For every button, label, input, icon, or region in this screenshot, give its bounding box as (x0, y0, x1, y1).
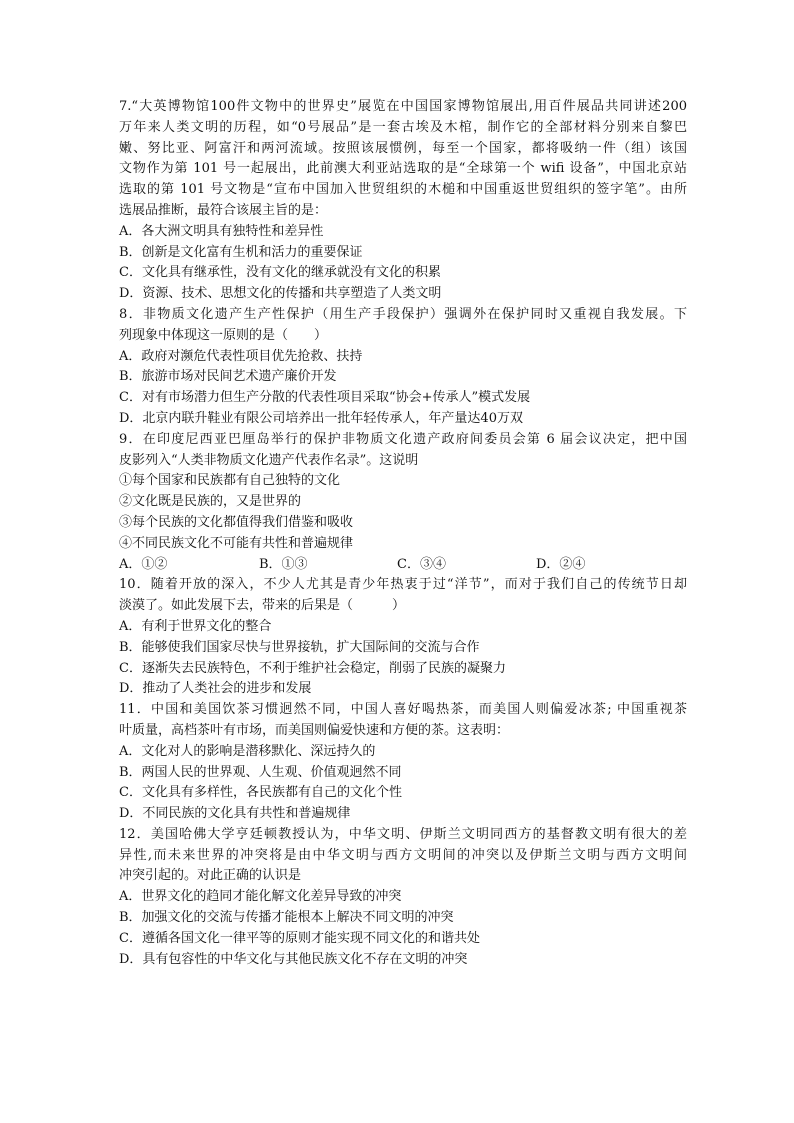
question-7-option-d: D．资源、技术、思想文化的传播和共享塑造了人类文明 (119, 286, 442, 302)
question-9-stem-line: 9．在印度尼西亚巴厘岛举行的保护非物质文化遗产政府间委员会第 6 届会议决定，把中国 (119, 431, 687, 447)
question-12-option-b: B．加强文化的交流与传播才能根本上解决不同文明的冲突 (119, 910, 454, 926)
question-12-option-d: D．具有包容性的中华文化与其他民族文化不存在文明的冲突 (119, 951, 468, 967)
question-11-option-a: A．文化对人的影响是潜移默化、深远持久的 (119, 743, 376, 759)
question-9-stem-line: 皮影列入“人类非物质文化遗产代表作名录”。这说明 (119, 452, 419, 468)
question-9-item-4: ④不同民族文化不可能有共性和普遍规律 (119, 535, 354, 551)
question-7-option-b: B．创新是文化富有生机和活力的重要保证 (119, 244, 363, 260)
question-9 (119, 430, 687, 576)
exam-page (119, 97, 687, 970)
question-12-stem-line: 冲突引起的。对此正确的认识是 (119, 868, 302, 884)
question-10-option-c: C．逐渐失去民族特色，不利于维护社会稳定，削弱了民族的凝聚力 (119, 660, 506, 676)
question-11-option-b: B．两国人民的世界观、人生观、价值观迥然不同 (119, 764, 402, 780)
question-12-stem-line: 12．美国哈佛大学亨廷顿教授认为，中华文明、伊斯兰文明同西方的基督教文明有很大的差 (119, 826, 687, 842)
question-8-option-d: D．北京内联升鞋业有限公司培养出一批年轻传承人，年产量达40万双 (119, 410, 523, 426)
question-12 (119, 825, 687, 971)
question-9-choice-c: C．③④ (397, 556, 446, 572)
question-8-option-a: A．政府对濒危代表性项目优先抢救、扶持 (119, 348, 363, 364)
question-7-stem-line: 文物作为第 101 号一起展出，此前澳大利亚站选取的是“全球第一个 wifi 设备”，中国北京站 (119, 161, 687, 177)
question-9-choice-a: A．①② (119, 556, 168, 572)
question-10-option-b: B．能够使我们国家尽快与世界接轨，扩大国际间的交流与合作 (119, 639, 480, 655)
question-8-stem-line: 列现象中体现这一原则的是（ ） (119, 327, 328, 343)
question-7-stem-line: 万年来人类文明的历程，如“0号展品”是一套古埃及木棺，制作它的全部材料分别来自黎巴 (119, 119, 687, 135)
question-9-choice-b: B．①③ (259, 556, 308, 572)
question-11-stem-line: 叶质量，高档茶叶有市场，而美国则偏爱快速和方便的茶。这表明： (119, 722, 510, 738)
question-12-option-c: C．遵循各国文化一律平等的原则才能实现不同文化的和谐共处 (119, 930, 480, 946)
question-8-stem-line: 8．非物质文化遗产生产性保护（用生产手段保护）强调外在保护同时又重视自我发展。下 (119, 306, 687, 322)
question-11-option-c: C．文化具有多样性，各民族都有自己的文化个性 (119, 785, 402, 801)
question-7-stem-line: 7.“大英博物馆100件文物中的世界史”展览在中国国家博物馆展出,用百件展品共同讲述200 (119, 99, 687, 114)
question-10-stem-line: 淡漠了。如此发展下去，带来的后果是（ ） (119, 598, 406, 614)
question-7 (119, 97, 687, 305)
question-7-option-a: A．各大洲文明具有独特性和差异性 (119, 223, 324, 239)
question-10 (119, 575, 687, 700)
question-7-stem-line: 选展品推断，最符合该展主旨的是： (119, 202, 328, 218)
question-7-option-c: C．文化具有继承性，没有文化的继承就没有文化的积累 (119, 265, 441, 281)
question-12-option-a: A．世界文化的趋同才能化解文化差异导致的冲突 (119, 889, 402, 905)
question-10-option-a: A．有利于世界文化的整合 (119, 618, 272, 634)
question-9-choice-row (119, 555, 687, 576)
question-11-option-d: D．不同民族的文化具有共性和普遍规律 (119, 806, 351, 822)
question-8 (119, 305, 687, 430)
question-7-stem-line: 嫩、努比亚、阿富汗和两河流域。按照该展惯例，每至一个国家，都将吸纳一件（组）该国 (119, 140, 687, 156)
question-7-stem-line: 选取的第 101 号文物是“宣布中国加入世贸组织的木槌和中国重返世贸组织的签字笔”。由所 (119, 182, 687, 198)
question-8-option-c: C．对有市场潜力但生产分散的代表性项目采取“协会+传承人”模式发展 (119, 390, 531, 406)
question-9-choice-d: D．②④ (536, 556, 586, 572)
question-9-item-3: ③每个民族的文化都值得我们借鉴和吸收 (119, 514, 354, 530)
question-10-option-d: D．推动了人类社会的进步和发展 (119, 681, 312, 697)
question-10-stem-line: 10．随着开放的深入，不少人尤其是青少年热衷于过“洋节”，而对于我们自己的传统节日却 (119, 577, 687, 593)
question-11 (119, 700, 687, 825)
question-11-stem-line: 11．中国和美国饮茶习惯迥然不同，中国人喜好喝热茶，而美国人则偏爱冰茶; 中国重视茶 (119, 702, 687, 718)
question-9-item-1: ①每个国家和民族都有自己独特的文化 (119, 473, 341, 489)
question-8-option-b: B．旅游市场对民间艺术遗产廉价开发 (119, 369, 337, 385)
question-9-item-2: ②文化既是民族的，又是世界的 (119, 494, 302, 510)
question-12-stem-line: 异性,而未来世界的冲突将是由中华文明与西方文明间的冲突以及伊斯兰文明与西方文明间 (119, 847, 687, 863)
